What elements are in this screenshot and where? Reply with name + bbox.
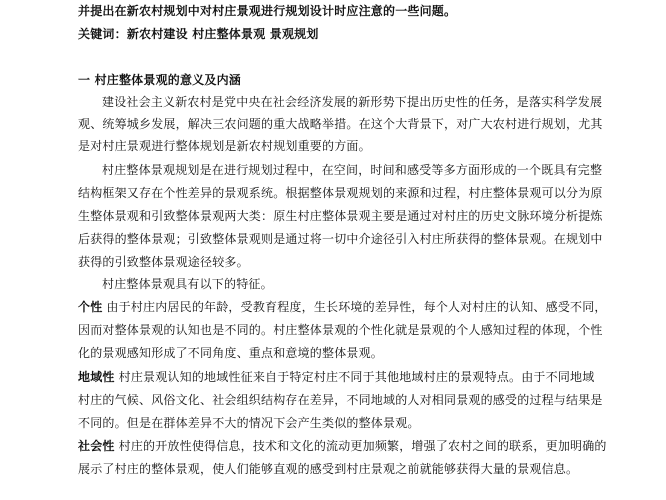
paragraph-line: 后获得的整体景观；引致整体景观则是通过将一切中介途径引入村庄所获得的整体景观。在规划中 — [78, 232, 603, 246]
paragraph-line: 观、统筹城乡发展，解决三农问题的重大战略举措。在这个大背景下，对广大农村进行规划，尤其 — [78, 117, 603, 131]
paragraph-line: 获得的引致整体景观途径较多。 — [78, 255, 249, 269]
feature-line: 村庄的气候、风俗文化、社会组织结构存在差异，不同地域的人对相同景观的感受的过程与结果是 — [78, 393, 603, 407]
keywords-label: 关键词： — [78, 27, 127, 41]
feature-line: 因而对整体景观的认知也是不同的。村庄整体景观的个性化就是景观的个人感知过程的体现，个性 — [78, 323, 603, 337]
feature-term: 个性 — [78, 300, 103, 314]
intro-line: 并提出在新农村规划中对村庄景观进行规划设计时应注意的一些问题。 — [78, 4, 457, 18]
feature-line — [78, 300, 607, 314]
feature-term: 社会性 — [78, 439, 115, 453]
paragraph-line: 生整体景观和引致整体景观两大类：原生村庄整体景观主要是通过对村庄的历史文脉环境分析提炼 — [78, 209, 603, 223]
feature-text: 村庄的开放性使得信息，技术和文化的流动更加频繁，增强了农村之间的联系，更加明确的 — [114, 439, 607, 453]
feature-line: 化的景观感知形成了不同角度、重点和意境的整体景观。 — [78, 346, 384, 360]
feature-line: 不同的。但是在群体差异不大的情况下会产生类似的整体景观。 — [78, 416, 420, 430]
paragraph-line: 村庄整体景观规划是在进行规划过程中，在空间，时间和感受等多方面形成的一个既具有完整 — [102, 163, 603, 177]
paragraph-line: 是对村庄景观进行整体规划是新农村规划重要的方面。 — [78, 139, 371, 153]
paragraph-line: 建设社会主义新农村是党中央在社会经济发展的新形势下提出历史性的任务，是落实科学发展 — [102, 95, 603, 109]
keywords-text: 新农村建设 村庄整体景观 景观规划 — [126, 27, 319, 41]
paragraph-line: 结构框架又存在个性差异的景观系统。根据整体景观规划的来源和过程，村庄整体景观可以分为原 — [78, 186, 603, 200]
feature-text: 村庄景观认知的地域性征来自于特定村庄不同于其他地域村庄的景观特点。由于不同地域 — [114, 370, 595, 384]
paragraph-line: 村庄整体景观具有以下的特征。 — [102, 277, 273, 291]
feature-term: 地域性 — [78, 370, 115, 384]
feature-line — [78, 439, 607, 453]
feature-line — [78, 370, 594, 384]
section-heading: 一 村庄整体景观的意义及内涵 — [78, 73, 241, 87]
keywords-line — [78, 27, 319, 41]
feature-text: 由于村庄内居民的年龄，受教育程度，生长环境的差异性，每个人对村庄的认知、感受不同， — [102, 300, 607, 314]
feature-line: 展示了村庄的整体景观，使人们能够直观的感受到村庄景观之前就能够获得大量的景观信息。 — [78, 462, 579, 476]
